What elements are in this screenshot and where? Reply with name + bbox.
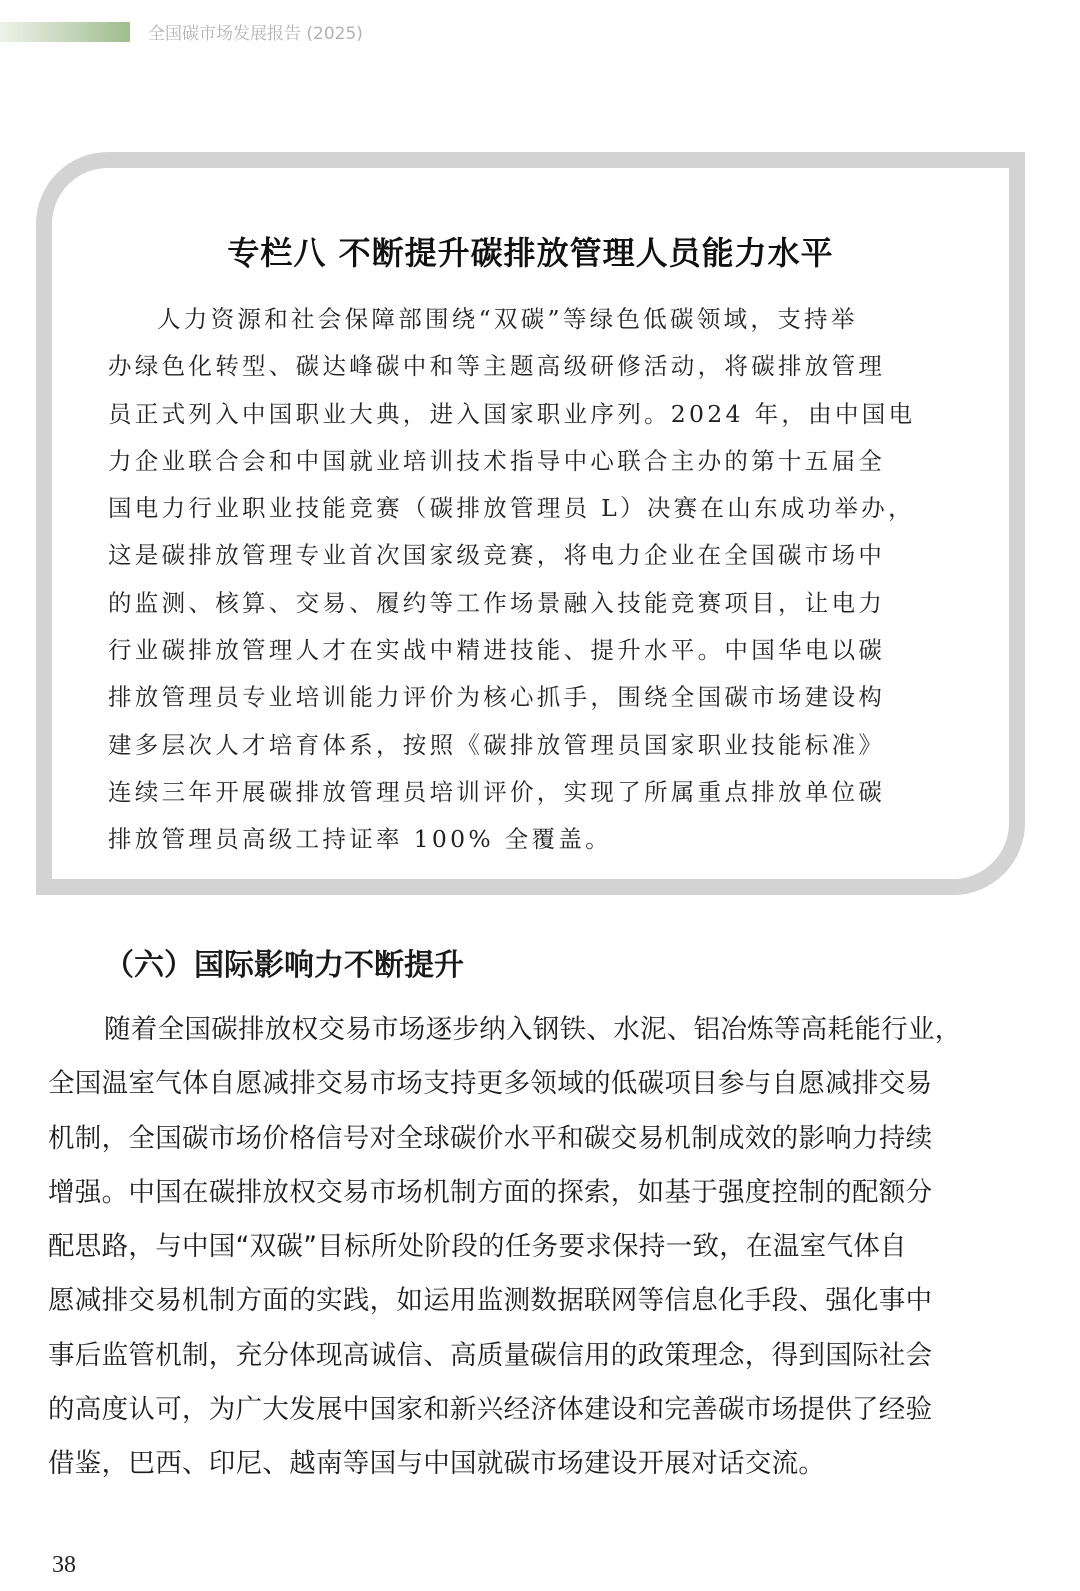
box-line: 这是碳排放管理专业首次国家级竞赛，将电力企业在全国碳市场中 bbox=[108, 541, 886, 570]
body-line: 的高度认可，为广大发展中国家和新兴经济体建设和完善碳市场提供了经验 bbox=[48, 1394, 933, 1426]
body-line: 借鉴，巴西、印尼、越南等国与中国就碳市场建设开展对话交流。 bbox=[48, 1448, 826, 1480]
box-line: 员正式列入中国职业大典，进入国家职业序列。2024 年，由中国电 bbox=[108, 399, 916, 428]
body-line: 增强。中国在碳排放权交易市场机制方面的探索，如基于强度控制的配额分 bbox=[48, 1176, 933, 1208]
body-line: 全国温室气体自愿减排交易市场支持更多领域的低碳项目参与自愿减排交易 bbox=[48, 1068, 933, 1100]
box-line: 人力资源和社会保障部围绕“双碳”等绿色低碳领域，支持举 bbox=[157, 305, 858, 333]
section-body bbox=[48, 1003, 1028, 1492]
box-line: 的监测、核算、交易、履约等工作场景融入技能竞赛项目，让电力 bbox=[108, 588, 886, 617]
box-line: 行业碳排放管理人才在实战中精进技能、提升水平。中国华电以碳 bbox=[108, 636, 886, 665]
box-line: 国电力行业职业技能竞赛（碳排放管理员 L）决赛在山东成功举办， bbox=[108, 494, 915, 523]
box-line: 排放管理员专业培训能力评价为核心抓手，围绕全国碳市场建设构 bbox=[108, 683, 886, 712]
body-line: 事后监管机制，充分体现高诚信、高质量碳信用的政策理念，得到国际社会 bbox=[48, 1339, 933, 1371]
header-accent-bar bbox=[0, 22, 130, 42]
page-number: 38 bbox=[52, 1552, 76, 1578]
box-line: 排放管理员高级工持证率 100% 全覆盖。 bbox=[108, 825, 612, 854]
running-header-title: 全国碳市场发展报告 (2025) bbox=[148, 24, 363, 44]
body-line: 配思路，与中国“双碳”目标所处阶段的任务要求保持一致，在温室气体自 bbox=[48, 1231, 907, 1263]
body-line: 愿减排交易机制方面的实践，如运用监测数据联网等信息化手段、强化事中 bbox=[48, 1285, 933, 1317]
box-line: 建多层次人才培育体系，按照《碳排放管理员国家职业技能标准》 bbox=[108, 730, 886, 759]
box-body bbox=[108, 296, 968, 864]
body-line: 随着全国碳排放权交易市场逐步纳入钢铁、水泥、铝冶炼等高耗能行业， bbox=[104, 1014, 962, 1045]
box-line: 连续三年开展碳排放管理员培训评价，实现了所属重点排放单位碳 bbox=[108, 777, 886, 806]
sidebar-column-box bbox=[36, 152, 1025, 895]
box-line: 办绿色化转型、碳达峰碳中和等主题高级研修活动，将碳排放管理 bbox=[108, 352, 886, 381]
box-line: 力企业联合会和中国就业培训技术指导中心联合主办的第十五届全 bbox=[108, 446, 886, 475]
body-line: 机制，全国碳市场价格信号对全球碳价水平和碳交易机制成效的影响力持续 bbox=[48, 1122, 933, 1154]
section-heading: （六）国际影响力不断提升 bbox=[104, 948, 464, 983]
box-title: 专栏八 不断提升碳排放管理人员能力水平 bbox=[227, 234, 834, 272]
